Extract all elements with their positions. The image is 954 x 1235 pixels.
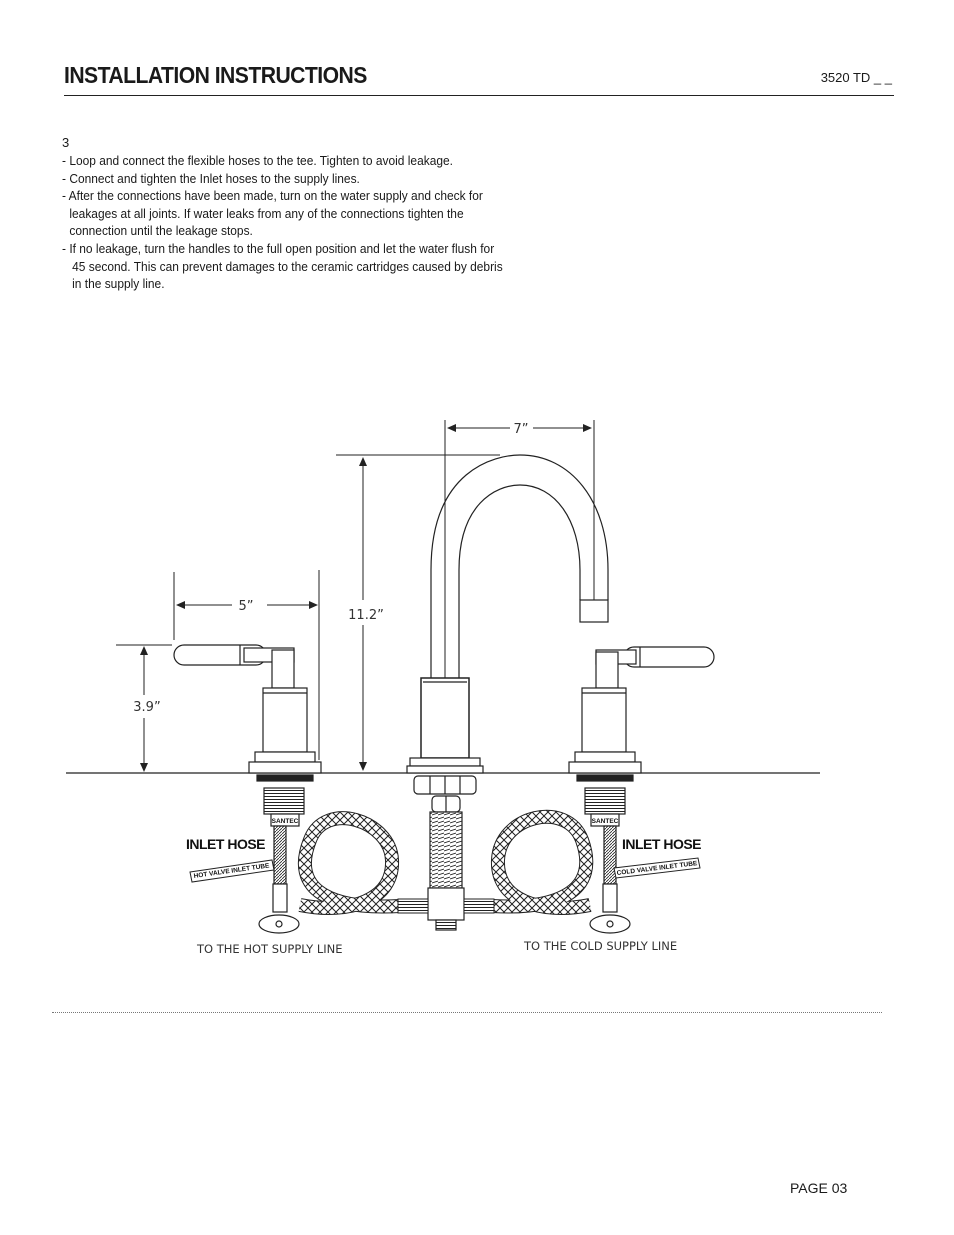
dimension-spout-height: [336, 455, 500, 771]
page-number: PAGE 03: [790, 1180, 848, 1196]
model-number: 3520 TD _ _: [820, 70, 892, 85]
page-title: INSTALLATION INSTRUCTIONS: [64, 62, 367, 88]
hot-handle: [174, 645, 321, 933]
step-number: 3: [62, 135, 70, 150]
spout: [407, 455, 608, 930]
instruction-line: connection until the leakage stops.: [69, 223, 253, 239]
inlet-hose-label-right: INLET HOSE: [622, 836, 702, 852]
dim-label-spacing: 5”: [238, 599, 254, 614]
instruction-line: in the supply line.: [72, 276, 165, 292]
dimension-handle-height: [116, 645, 172, 772]
brand-label-right: SANTEC: [591, 818, 619, 825]
dim-label-handle-height: 3.9”: [133, 700, 161, 715]
inlet-hose-label-left: INLET HOSE: [186, 836, 266, 852]
instruction-line: 45 second. This can prevent damages to the ceramic cartridges caused by debris: [72, 258, 503, 274]
cold-tube-tag: [614, 858, 700, 878]
hot-tube-tag: [190, 860, 274, 882]
flexible-hose-hot: [300, 818, 428, 913]
instruction-line: If no leakage, turn the handles to the full open position and let the water flush for: [69, 240, 495, 256]
brand-label-left: SANTEC: [271, 818, 299, 825]
dim-label-reach: 7”: [513, 422, 529, 437]
instruction-line: leakages at all joints. If water leaks from any of the connections tighten the: [69, 205, 464, 221]
hot-tube-label: HOT VALVE INLET TUBE: [193, 862, 270, 880]
hot-supply-label: TO THE HOT SUPPLY LINE: [197, 942, 343, 956]
cold-tube-label: COLD VALVE INLET TUBE: [616, 860, 698, 877]
instruction-line: Loop and connect the flexible hoses to the tee. Tighten to avoid leakage.: [69, 153, 453, 168]
section-divider: [52, 1012, 882, 1013]
flexible-hose-cold: [464, 817, 590, 913]
instruction-line: Connect and tighten the Inlet hoses to the supply lines.: [69, 170, 360, 186]
cold-handle: [569, 647, 714, 933]
dim-label-height: 11.2”: [348, 608, 384, 623]
instruction-line: After the connections have been made, turn on the water supply and check for: [68, 188, 483, 204]
cold-supply-label: TO THE COLD SUPPLY LINE: [524, 939, 678, 953]
